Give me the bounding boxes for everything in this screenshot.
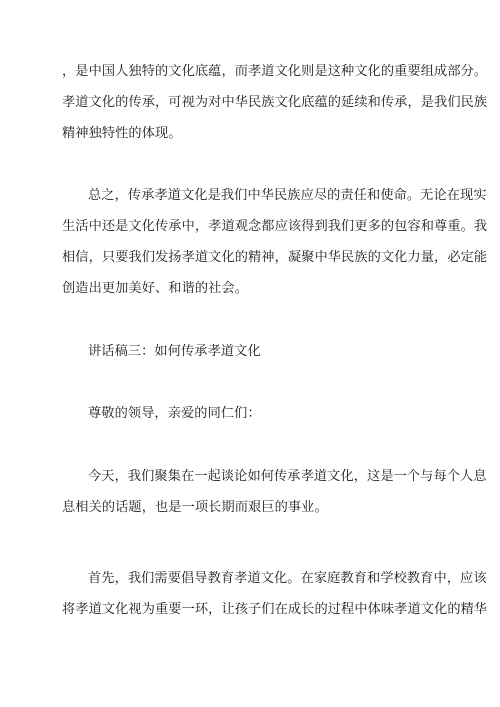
paragraph-continuation <box>62 56 488 149</box>
text-line: 将孝道文化视为重要一环，让孩子们在成长的过程中体味孝道文化的精华 <box>62 602 488 617</box>
text-line: 息相关的话题，也是一项长期而艰巨的事业。 <box>62 500 328 515</box>
text-line: 今天，我们聚集在一起谈论如何传承孝道文化，这是一个与每个人息 <box>88 469 487 484</box>
text-line: 孝道文化的传承，可视为对中华民族文化底蕴的延续和传承，是我们民族 <box>62 95 488 110</box>
paragraph-conclusion <box>62 180 488 304</box>
salutation <box>62 398 440 429</box>
text-line: 精神独特性的体现。 <box>62 126 182 141</box>
text-line: ，是中国人独特的文化底蕴，而孝道文化则是这种文化的重要组成部分。 <box>62 64 488 79</box>
text-line: 总之，传承孝道文化是我们中华民族应尽的责任和使命。无论在现实 <box>88 188 487 203</box>
text-line: 相信，只要我们发扬孝道文化的精神，凝聚中华民族的文化力量，必定能 <box>62 250 488 265</box>
section-heading <box>62 336 440 367</box>
heading-text: 讲话稿三：如何传承孝道文化 <box>88 344 261 359</box>
text-line: 生活中还是文化传承中，孝道观念都应该得到我们更多的包容和尊重。我 <box>62 219 488 234</box>
paragraph-intro <box>62 461 487 523</box>
salutation-text: 尊敬的领导，亲爱的同仁们： <box>88 406 261 421</box>
text-line: 首先，我们需要倡导教育孝道文化。在家庭教育和学校教育中，应该 <box>88 571 487 586</box>
text-line: 创造出更加美好、和谐的社会。 <box>62 281 249 296</box>
paragraph-first-point <box>62 563 488 625</box>
